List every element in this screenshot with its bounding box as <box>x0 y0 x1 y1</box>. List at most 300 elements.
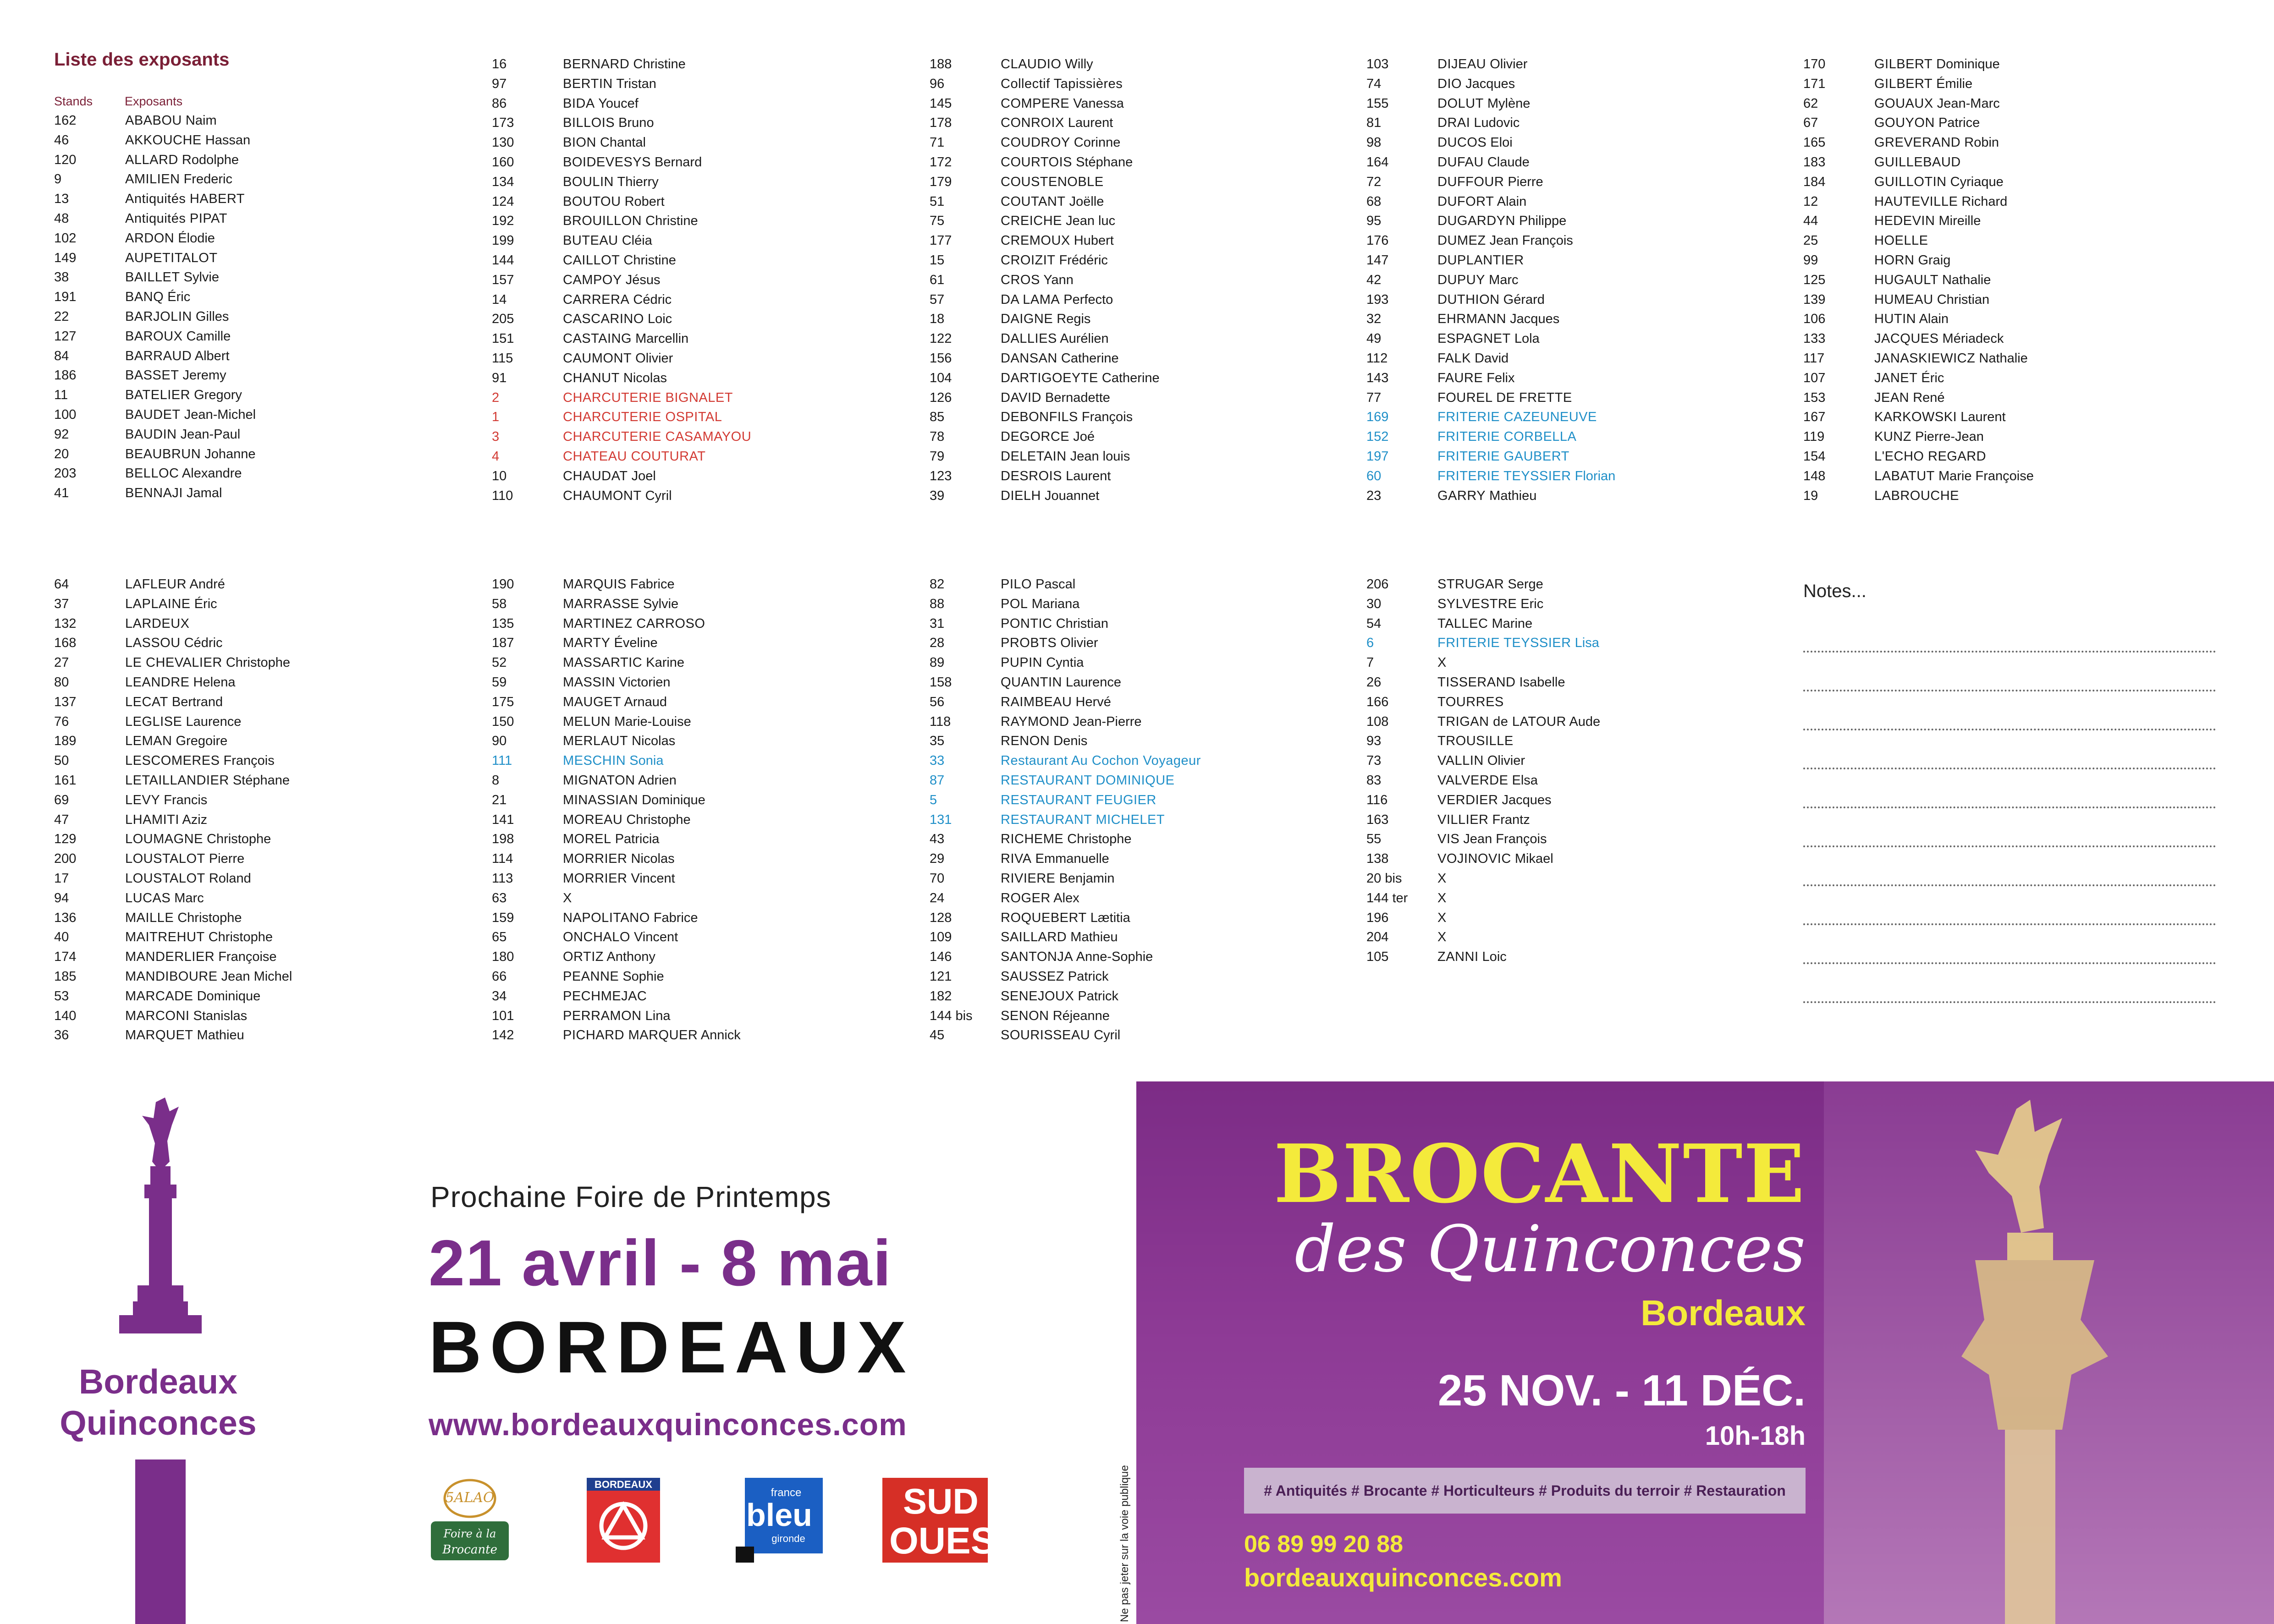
exhibitor-name <box>125 1007 247 1025</box>
exhibitor-lastname: GILBERT <box>1874 57 1933 71</box>
poster-url[interactable]: bordeauxquinconces.com <box>1244 1563 1562 1592</box>
exhibitor-name <box>1437 94 1530 113</box>
exhibitor-firstname: Tristan <box>612 76 656 91</box>
exhibitor-firstname: Joel <box>628 468 656 483</box>
exhibitor-lastname: MORRIER <box>563 871 628 886</box>
stand-number: 97 <box>492 76 507 91</box>
exhibitor-name <box>563 732 675 750</box>
exhibitor-lastname: LEGLISE <box>125 714 182 729</box>
stand-number: 149 <box>54 250 77 265</box>
stand-number: 189 <box>54 734 77 749</box>
exhibitor-lastname: DUMEZ <box>1437 233 1486 248</box>
stand-number: 12 <box>1803 194 1818 209</box>
stand-number: 75 <box>930 214 945 229</box>
note-line[interactable] <box>1803 962 2216 964</box>
stand-number: 198 <box>492 832 514 847</box>
stand-number: 136 <box>54 910 77 925</box>
exhibitor-name <box>1001 212 1115 230</box>
exhibitor-lastname: EHRMANN <box>1437 312 1507 327</box>
stand-number: 19 <box>1803 488 1818 503</box>
svg-text:Brocante: Brocante <box>442 1543 497 1557</box>
stand-number: 3 <box>492 429 500 444</box>
exhibitor-firstname: Jouannet <box>1041 488 1100 503</box>
exhibitor-name <box>125 249 218 267</box>
exhibitor-name <box>1437 928 1447 946</box>
exhibitor-lastname: TROUSILLE <box>1437 734 1514 749</box>
exhibitor-name <box>125 190 245 208</box>
exhibitor-lastname: CAILLOT <box>563 253 620 268</box>
exhibitor-name <box>563 75 656 93</box>
exhibitor-name <box>125 634 223 652</box>
exhibitor-firstname: Pascal <box>1032 577 1076 592</box>
stand-number: 39 <box>930 488 945 503</box>
stand-number: 33 <box>930 753 945 768</box>
exhibitor-firstname: André <box>187 577 225 592</box>
stand-number: 69 <box>54 792 69 807</box>
exhibitor-lastname: CHAUDAT <box>563 468 628 483</box>
exhibitor-name <box>563 928 678 946</box>
stand-number: 205 <box>492 312 514 327</box>
exhibitor-firstname: Marc <box>1485 272 1519 287</box>
exhibitor-lastname: VERDIER <box>1437 792 1498 807</box>
exhibitor-firstname: Gregoire <box>172 734 228 749</box>
brand-line-2: Quinconces <box>60 1404 257 1442</box>
exhibitor-lastname: MARCONI <box>125 1008 190 1023</box>
stand-number: 42 <box>1366 272 1382 287</box>
exhibitor-name <box>563 369 667 387</box>
exhibitor-lastname: DEGORCE <box>1001 429 1070 444</box>
stand-number: 124 <box>492 194 514 209</box>
exhibitor-lastname: FRITERIE TEYSSIER <box>1437 468 1571 483</box>
notes-title: Notes... <box>1803 581 1867 601</box>
exhibitor-name <box>125 445 255 463</box>
exhibitor-name <box>1001 428 1095 446</box>
exhibitor-firstname: Marcellin <box>632 331 689 346</box>
stand-number: 157 <box>492 272 514 287</box>
exhibitor-name <box>1001 94 1124 113</box>
stand-number: 38 <box>54 270 69 285</box>
header-stands: Stands <box>54 94 93 108</box>
exhibitor-name <box>1874 310 1949 328</box>
stand-number: 158 <box>930 675 952 690</box>
exhibitor-name <box>1437 595 1543 613</box>
exhibitor-name <box>563 791 705 809</box>
exhibitor-lastname: BOULIN <box>563 174 614 189</box>
stand-number: 107 <box>1803 370 1826 385</box>
note-line[interactable] <box>1803 729 2216 730</box>
exhibitor-lastname: BARRAUD <box>125 348 192 363</box>
exhibitor-firstname: Francis <box>160 792 208 807</box>
stand-number: 173 <box>492 115 514 131</box>
exhibitor-name <box>1437 948 1507 966</box>
exhibitor-lastname: GARRY <box>1437 488 1486 503</box>
exhibitor-lastname: DUCOS <box>1437 135 1487 150</box>
exhibitor-name <box>563 310 672 328</box>
stand-number: 138 <box>1366 851 1389 867</box>
exhibitor-name <box>125 948 277 966</box>
stand-number: 122 <box>930 331 952 346</box>
stand-number: 59 <box>492 675 507 690</box>
exhibitor-name <box>1001 329 1109 348</box>
stand-number: 76 <box>54 714 69 729</box>
exhibitor-name <box>125 151 239 169</box>
exhibitor-firstname: Nathalie <box>1975 351 2028 366</box>
exhibitor-lastname: HAUTEVILLE <box>1874 194 1958 209</box>
exhibitor-firstname: Jean-Paul <box>176 427 241 442</box>
stand-number: 144 <box>492 253 514 268</box>
exhibitor-name <box>1874 75 1972 93</box>
exhibitor-firstname: Anthony <box>603 949 655 965</box>
exhibitor-firstname: Loic <box>1478 949 1507 965</box>
exhibitor-name <box>125 347 230 365</box>
stand-number: 47 <box>54 812 69 827</box>
exhibitor-name <box>1001 192 1104 211</box>
exhibitor-lastname: ROGER <box>1001 890 1051 905</box>
exhibitor-name <box>1437 428 1576 446</box>
stand-number: 118 <box>930 714 951 729</box>
exhibitor-firstname: Gérard <box>1499 292 1545 307</box>
exhibitor-firstname: Camille <box>182 329 231 344</box>
note-line[interactable] <box>1803 807 2216 808</box>
exhibitor-lastname: LOUSTALOT <box>125 871 205 886</box>
exhibitor-lastname: JACQUES <box>1874 331 1939 346</box>
svg-text:SUD: SUD <box>903 1481 979 1521</box>
exhibitor-lastname: FRITERIE CAZEUNEUVE <box>1437 410 1597 425</box>
exhibitor-firstname: Christine <box>642 214 698 229</box>
exhibitor-lastname: DANSAN <box>1001 351 1057 366</box>
stand-number: 185 <box>54 969 77 984</box>
exhibitor-lastname: LARDEUX <box>125 616 190 631</box>
stand-number: 91 <box>492 370 507 385</box>
exhibitor-name <box>1437 55 1527 73</box>
exhibitor-name <box>563 595 678 613</box>
exhibitor-firstname: Patrick <box>1064 969 1109 984</box>
exhibitor-lastname: BION <box>563 135 596 150</box>
exhibitor-lastname: RESTAURANT FEUGIER <box>1001 792 1156 807</box>
exhibitor-firstname: Patrick <box>1074 988 1119 1004</box>
exhibitor-name <box>563 869 675 888</box>
exhibitor-firstname: Cédric <box>180 636 223 651</box>
exhibitor-firstname: Sylvie <box>639 596 679 611</box>
exhibitor-lastname: COUTANT <box>1001 194 1066 209</box>
exhibitor-firstname: Sonia <box>626 753 664 768</box>
exhibitor-firstname: Benjamin <box>1055 871 1115 886</box>
exhibitor-name <box>563 771 677 790</box>
exhibitor-firstname: Corinne <box>1070 135 1121 150</box>
stand-number: 156 <box>930 351 952 366</box>
exhibitor-lastname: DUTHION <box>1437 292 1500 307</box>
note-line[interactable] <box>1803 845 2216 847</box>
exhibitor-firstname: Thierry <box>613 174 659 189</box>
exhibitor-lastname: RIVA <box>1001 851 1032 867</box>
exhibitor-name <box>1437 153 1530 171</box>
exhibitor-lastname: VALVERDE <box>1437 773 1509 788</box>
exhibitor-name <box>1001 408 1133 426</box>
note-line[interactable] <box>1803 1001 2216 1003</box>
poster-phone[interactable]: 06 89 99 20 88 <box>1244 1531 1403 1558</box>
stand-number: 171 <box>1803 76 1826 91</box>
exhibitor-firstname: Hervé <box>1072 694 1111 709</box>
stand-number: 1 <box>492 410 500 425</box>
stand-number: 9 <box>54 172 62 187</box>
exhibitor-lastname: CHARCUTERIE OSPITAL <box>563 410 722 425</box>
exhibitor-name <box>1437 791 1552 809</box>
stand-number: 24 <box>930 890 945 905</box>
exhibitor-name <box>1001 153 1133 171</box>
exhibitor-name <box>563 212 698 230</box>
stand-number: 29 <box>930 851 945 867</box>
exhibitor-lastname: BROUILLON <box>563 214 642 229</box>
stand-number: 20 <box>54 446 69 461</box>
exhibitor-name <box>1874 55 2000 73</box>
stand-number: 167 <box>1803 410 1826 425</box>
stand-number: 43 <box>930 832 945 847</box>
exhibitor-firstname: Laurence <box>1062 675 1121 690</box>
header-exposants: Exposants <box>125 94 183 108</box>
exhibitor-lastname: MASSARTIC <box>563 655 643 670</box>
exhibitor-name <box>1874 428 1984 446</box>
stand-number: 15 <box>930 253 945 268</box>
stand-number: 50 <box>54 753 69 768</box>
exhibitor-lastname: DUPLANTIER <box>1437 253 1524 268</box>
stand-number: 164 <box>1366 155 1389 170</box>
exhibitor-lastname: MOREAU <box>563 812 623 827</box>
exhibitor-lastname: BEAUBRUN <box>125 446 201 461</box>
stand-number: 176 <box>1366 233 1389 248</box>
exhibitor-firstname: Nicolas <box>627 851 675 867</box>
exhibitor-lastname: CREMOUX <box>1001 233 1070 248</box>
exhibitor-name <box>563 251 676 269</box>
stand-number: 99 <box>1803 253 1818 268</box>
stand-number: 113 <box>492 871 513 886</box>
stand-number: 100 <box>54 407 77 422</box>
exhibitor-lastname: VALLIN <box>1437 753 1484 768</box>
note-line[interactable] <box>1803 884 2216 886</box>
svg-text:BORDEAUX: BORDEAUX <box>595 1479 652 1490</box>
stand-number: 182 <box>930 988 952 1004</box>
brand-name <box>57 1361 259 1443</box>
exhibitor-name <box>1437 693 1504 711</box>
stand-number: 93 <box>1366 734 1382 749</box>
exhibitor-firstname: Marine <box>1488 616 1533 631</box>
exhibitor-lastname: CLAUDIO <box>1001 57 1062 71</box>
exhibitor-firstname: Aziz <box>179 812 208 827</box>
exhibitor-name <box>1437 447 1569 466</box>
exhibitor-firstname: Éric <box>164 290 191 305</box>
stand-number: 23 <box>1366 488 1382 503</box>
exhibitor-name <box>1874 389 1945 407</box>
exhibitor-name <box>125 386 242 404</box>
exhibitor-name <box>1001 447 1130 466</box>
exhibitor-name <box>563 653 684 672</box>
exhibitor-lastname: X <box>563 890 572 905</box>
exhibitor-name <box>125 406 256 424</box>
stand-number: 95 <box>1366 214 1382 229</box>
exhibitor-lastname: PUPIN <box>1001 655 1043 670</box>
exhibitor-lastname: DA LAMA <box>1001 292 1060 307</box>
exhibitor-lastname: LABROUCHE <box>1874 488 1959 503</box>
stand-number: 147 <box>1366 253 1389 268</box>
poster-subtitle: des Quinconces <box>1294 1212 1806 1287</box>
exhibitor-name <box>125 614 190 633</box>
note-line[interactable] <box>1803 923 2216 925</box>
exhibitor-name <box>1437 653 1447 672</box>
stand-number: 68 <box>1366 194 1382 209</box>
exhibitor-name <box>1437 349 1509 368</box>
exhibitor-name <box>125 811 207 829</box>
exhibitor-name <box>1437 487 1536 505</box>
stand-number: 105 <box>1366 949 1389 965</box>
exhibitor-firstname: Olivier <box>1057 636 1098 651</box>
stand-number: 131 <box>930 812 952 827</box>
exhibitor-name <box>1001 231 1114 250</box>
exhibitor-firstname: Olivier <box>1483 753 1525 768</box>
exhibitor-lastname: SANTONJA <box>1001 949 1074 965</box>
exhibitor-name <box>1001 928 1118 946</box>
exhibitor-lastname: MARTY <box>563 636 611 651</box>
website-link[interactable]: www.bordeauxquinconces.com <box>429 1407 907 1442</box>
exhibitor-lastname: POL <box>1001 596 1028 611</box>
exhibitor-lastname: BIDA <box>563 96 595 111</box>
exhibitor-name <box>125 209 227 228</box>
exhibitor-name <box>1001 291 1113 309</box>
stand-number: 186 <box>54 368 77 383</box>
stand-number: 135 <box>492 616 514 631</box>
exhibitor-name <box>125 268 219 286</box>
stand-number: 174 <box>54 949 77 965</box>
exhibitor-lastname: Restaurant Au Cochon Voyageur <box>1001 753 1201 768</box>
stand-number: 183 <box>1803 155 1826 170</box>
stand-number: 46 <box>54 132 69 148</box>
exhibitor-firstname: Helena <box>189 675 236 690</box>
stand-number: 204 <box>1366 930 1389 945</box>
exhibitor-lastname: HOELLE <box>1874 233 1928 248</box>
exhibitor-firstname: Victorien <box>615 675 671 690</box>
exhibitor-lastname: MARRASSE <box>563 596 639 611</box>
exhibitor-lastname: CHATEAU COUTURAT <box>563 449 706 464</box>
exhibitor-firstname: Karine <box>642 655 685 670</box>
stand-number: 166 <box>1366 694 1389 709</box>
exhibitor-firstname: Catherine <box>1098 370 1160 385</box>
exhibitor-lastname: X <box>1437 871 1447 886</box>
exhibitor-name <box>1437 467 1615 485</box>
stand-number: 150 <box>492 714 514 729</box>
exhibitor-name <box>1001 987 1118 1005</box>
exhibitor-lastname: LASSOU <box>125 636 181 651</box>
exhibitor-firstname: Marc <box>171 890 204 905</box>
exhibitor-lastname: HUTIN <box>1874 312 1916 327</box>
exhibitor-lastname: BELLOC <box>125 466 179 481</box>
stand-number: 106 <box>1803 312 1826 327</box>
exhibitor-name <box>125 771 290 790</box>
stand-number: 44 <box>1803 214 1818 229</box>
exhibitor-lastname: MAITREHUT <box>125 930 205 945</box>
note-line[interactable] <box>1803 651 2216 653</box>
stand-number: 5 <box>930 792 937 807</box>
exhibitor-name <box>1437 133 1513 152</box>
exhibitor-firstname: Felix <box>1483 370 1515 385</box>
exhibitor-name <box>563 811 691 829</box>
exhibitor-firstname: François <box>220 753 275 768</box>
exhibitor-firstname: Richard <box>1958 194 2008 209</box>
exhibitor-name <box>1437 889 1447 907</box>
exhibitor-name <box>1874 349 2028 368</box>
exhibitor-firstname: Jean François <box>1459 832 1547 847</box>
stand-number: 103 <box>1366 57 1389 71</box>
exhibitor-firstname: Fabrice <box>626 577 675 592</box>
stand-number: 96 <box>930 76 945 91</box>
exhibitor-lastname: DEBONFILS <box>1001 410 1078 425</box>
exhibitor-name <box>1001 673 1121 691</box>
exhibitor-firstname: Isabelle <box>1515 675 1565 690</box>
stand-number: 80 <box>54 675 69 690</box>
bordeaux-city-logo <box>587 1478 660 1563</box>
stand-number: 13 <box>54 192 69 207</box>
stand-number: 48 <box>54 211 69 226</box>
exhibitor-lastname: DRAI <box>1437 115 1470 131</box>
exhibitor-name <box>1001 1007 1110 1025</box>
exhibitor-lastname: CHARCUTERIE BIGNALET <box>563 390 733 405</box>
exhibitor-lastname: BERNARD <box>563 57 630 71</box>
exhibitor-firstname: Cyriaque <box>1946 174 2004 189</box>
stand-number: 21 <box>492 792 507 807</box>
exhibitor-lastname: BILLOIS <box>563 115 615 131</box>
exhibitor-lastname: JEAN <box>1874 390 1910 405</box>
exhibitor-lastname: MAILLE <box>125 910 174 925</box>
note-line[interactable] <box>1803 690 2216 691</box>
exhibitor-lastname: L'ECHO REGARD <box>1874 449 1987 464</box>
exhibitor-firstname: Loic <box>644 312 672 327</box>
exhibitor-name <box>1001 575 1075 593</box>
stand-number: 52 <box>492 655 507 670</box>
svg-text:OUEST: OUEST <box>889 1520 1019 1562</box>
exhibitor-firstname: Frederic <box>180 172 232 187</box>
exhibitor-lastname: BATELIER <box>125 388 191 403</box>
exhibitor-lastname: BASSET <box>125 368 179 383</box>
exhibitor-firstname: Christophe <box>1063 832 1132 847</box>
stand-number: 60 <box>1366 468 1382 483</box>
stand-number: 40 <box>54 930 69 945</box>
stand-number: 54 <box>1366 616 1382 631</box>
exhibitor-name <box>1874 114 1980 132</box>
stand-number: 120 <box>54 152 77 167</box>
exhibitor-name <box>563 830 659 848</box>
exhibitor-name <box>125 366 226 384</box>
exhibitor-firstname: Christophe <box>203 832 271 847</box>
exhibitor-lastname: FRITERIE TEYSSIER <box>1437 636 1571 651</box>
exhibitor-name <box>563 909 698 927</box>
stand-number: 188 <box>930 57 952 71</box>
exhibitor-name <box>1437 114 1520 132</box>
stand-number: 72 <box>1366 174 1382 189</box>
exhibitor-lastname: PEANNE <box>563 969 619 984</box>
exhibitor-name <box>125 484 222 502</box>
stand-number: 30 <box>1366 596 1382 611</box>
exhibitor-firstname: Gregory <box>190 388 242 403</box>
note-line[interactable] <box>1803 768 2216 769</box>
stand-number: 203 <box>54 466 77 481</box>
exhibitor-name <box>125 111 217 130</box>
exhibitor-lastname: DELETAIN <box>1001 449 1067 464</box>
exhibitor-name <box>1001 850 1109 868</box>
exhibitor-name <box>1001 830 1132 848</box>
exhibitor-lastname: SOURISSEAU <box>1001 1028 1090 1043</box>
stand-number: 178 <box>930 115 952 131</box>
stand-number: 137 <box>54 694 77 709</box>
exhibitor-name <box>1874 173 2004 191</box>
stand-number: 126 <box>930 390 952 405</box>
exhibitor-name <box>1874 329 2004 348</box>
